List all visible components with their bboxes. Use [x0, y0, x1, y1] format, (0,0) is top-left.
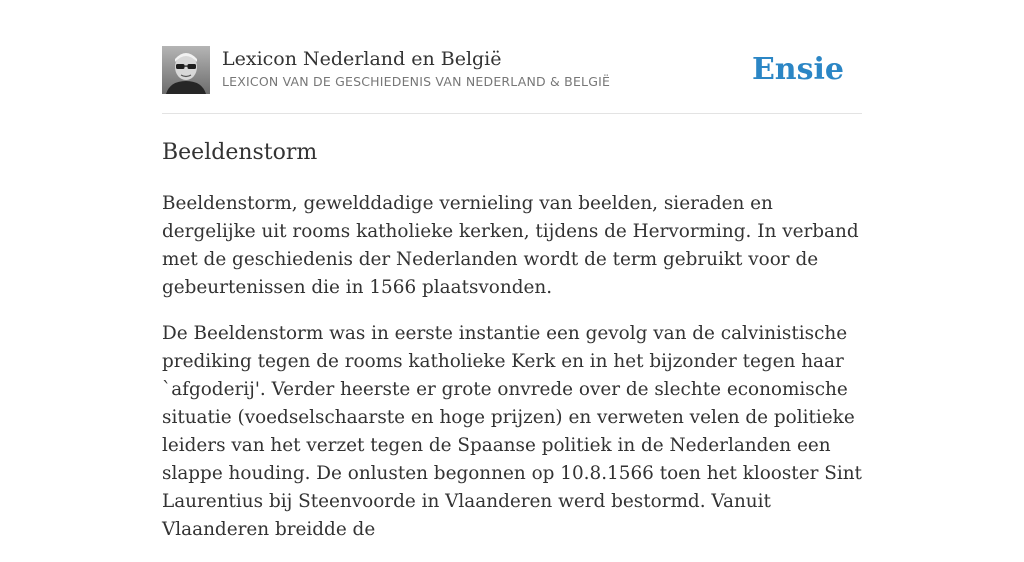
ensie-logo[interactable]: Ensie: [751, 52, 844, 87]
source-header: [162, 46, 862, 96]
source-title[interactable]: Lexicon Nederland en België: [222, 48, 502, 70]
source-subtitle: LEXICON VAN DE GESCHIEDENIS VAN NEDERLAND & BELGIË: [222, 74, 611, 89]
article-paragraph: De Beeldenstorm was in eerste instantie een gevolg van de calvinistische prediking tegen de rooms katholieke Kerk en in het bijzonder tegen haar `afgoderij'. Verder heerste er grote onvrede over de slechte economische situatie (voedselschaarste en hoge prijzen) en verweten velen de politieke leiders van het verzet tegen de Spaanse politiek in de Nederlanden een slappe houding. De onlusten begonnen op 10.8.1566 toen het klooster Sint Laurentius bij Steenvoorde in Vlaanderen werd bestormd. Vanuit Vlaanderen breidde de: [162, 323, 862, 540]
article-title: Beeldenstorm: [162, 140, 318, 165]
person-portrait-icon: [162, 46, 210, 94]
header-divider: [162, 113, 862, 114]
article-paragraph: Beeldenstorm, gewelddadige vernieling van beelden, sieraden en dergelijke uit rooms katholieke kerken, tijdens de Hervorming. In verband met de geschiedenis der Nederlanden wordt de term gebruikt voor de gebeurtenissen die in 1566 plaatsvonden.: [162, 193, 859, 298]
article-body: [162, 190, 862, 562]
avatar[interactable]: [162, 46, 210, 94]
